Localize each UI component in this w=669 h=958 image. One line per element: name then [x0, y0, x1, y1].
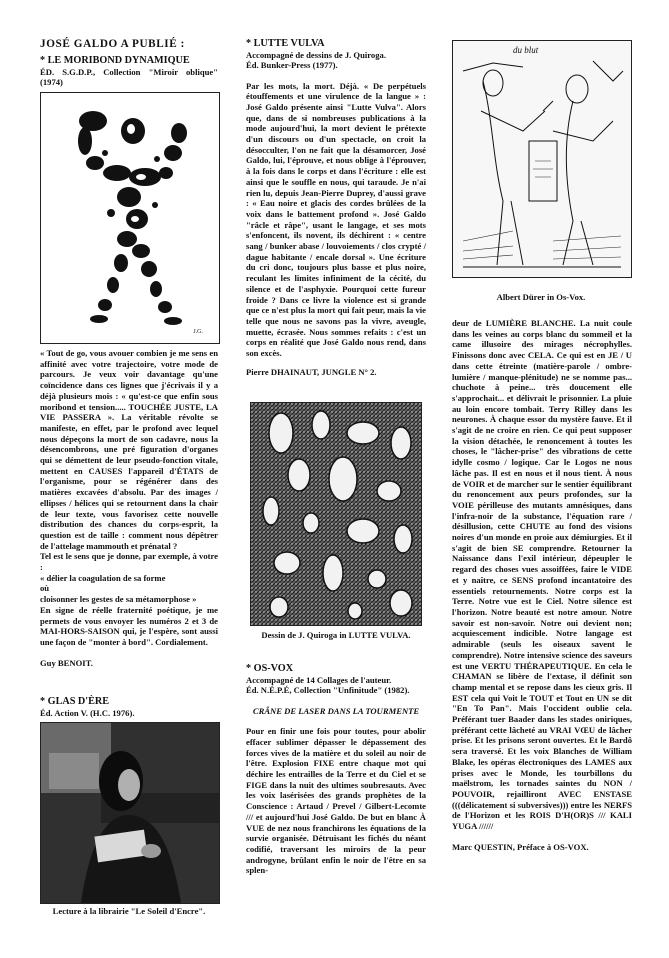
glas-heading: [40, 696, 218, 718]
review-subtitle: CRÂNE DE LASER DANS LA TOURMENTE: [252, 705, 420, 716]
book-edition: Éd. Action V. (H.C. 1976).: [40, 707, 135, 718]
book-edition: Accompagné de dessins de J. Quiroga.: [246, 49, 386, 60]
review-text: deur de LUMIÈRE BLANCHE. La nuit coule dans les veines au corps blanc du sommeil et la came illusoire des mirages nécrophylles. Finissons donc avec CELA. Ce qui est en JE / U dans cette étreinte (matière-parole / ombre-lumière / manque-plénitude) ne se nomme pas... chuchote à peine... très doucement elle s'approchait... et délivrait le prisonnier. La pluie au loin encore tombait. Terry Rilley dans les neurones. À chaque essor du mystère fauve. Et il s'agit de ne croire en rien. Ce qui peut supposer la vision détachée, le renoncement à toutes les choses, le "lâcher-prise" des vibrations de cette idylle cosmo / logique. Car le Logos ne nous lâche pas. Il est en nous et il nous tient. À nous de VOIR et de marcher sur le sentier équilibrant du renoncement aux peurs profondes, sur la VOIE périlleuse des mutants amnésiques, dans l'infra-noir de la substance, l'équation rare / désillusion, cette CHUTE au fond des visions noires d'un monde en proie aux démiurgies. Et il s'agit de bien SE comprendre. Retourner la Naissance dans l'exil intérieur, dépeupler le regard des choses vues assoiffées, faire le VIDE et y naître, ce SENS profond incantatoire des essentiels retournements. Notre corps est la Terre. Notre vue est le Ciel. Notre silence est l'horizon. Notre beauté est notre amour. Notre savoir est non-savoir. Notre oui devient non; acquiescement indicible. Notre langage est admirable (seuls les oiseaux savent le comprendre). Notre intensive science des saveurs est une VERTU THÉRAPEUTIQUE. En cela le CHAMAN se libère de l'extase, il définit son champ mental et se repose dans les cieux gris. Il EST cela qui Voit le TOUT et Tout en UN se dit "En To Pan". Mais l'occident oublie cela. Préférant tuer Baader dans les stades oniriques, préférant cette lâcheté au VRAI VŒU de lâcher prise. Et les prisons seront ouvertes. Et le Bardô sera traversé. Et les voix Blanches de William Blake, les opéras électroniques des LAMES aux prises avec le Monde, les tourbillons du maëlstrom, les tornades saintes du NON / POUVOIR, rejailliront AVEC ENSTASE (((délicatement si subversives))) entre les NERFS de l'Horizon et les ROIS D'H(OR)S /// KALI YUGA //////: [452, 318, 632, 832]
review-text-2: En signe de réelle fraternité poétique, je me permets de vous envoyer les numéros 2 et 3 de MAI-HORS-SAISON qui, je l'espère, sont aussi une façon de "monter à bord". Cordialement.: [40, 604, 218, 647]
review-signature: Marc QUESTIN, Préface à OS-VOX.: [452, 841, 589, 852]
photo-person-reading: [41, 723, 219, 903]
quote-line-3: cloisonner les gestes de sa métamorphose »: [40, 594, 197, 605]
abstract-figure-drawing: [41, 93, 219, 343]
photo-caption: Lecture à la librairie "Le Soleil d'Encre".: [52, 906, 206, 916]
quote-line-1: « délier la coagulation de sa forme: [40, 572, 166, 583]
figure-credit: J.G.: [193, 329, 203, 335]
review-text: Pour en finir une fois pour toutes, pour abolir effacer sublimer dépasser le dépassement des forces vives de la matière et du soleil au noir de l'être. Explosion FIXE entre chaque mot qui déchire les entrailles de la Terre et du Ciel et se FIGE dans la nuit des ultimes soubresauts. Avec les voix lasérisées des grands prophètes de la Conscience : Artaud / Prevel / Gilbert-Lecomte /// et aujourd'hui José Galdo. De but en blanc À VUE de nez nous franchirons les équations de la survie organisée. Détruisant les fichés du néant codifié, traversant les miroirs de la peur androgyne, brûlant enfin le noir de l'être en sa splen-: [246, 726, 426, 876]
figure-moribond-drawing: [40, 92, 220, 344]
column-left: [40, 38, 218, 88]
book-title: * GLAS D'ÈRE: [40, 696, 110, 707]
moribond-review: [40, 348, 218, 668]
book-title: * LE MORIBOND DYNAMIQUE: [40, 55, 190, 66]
book-edition: Accompagné de 14 Collages de l'auteur.: [246, 674, 392, 685]
engraving-caption: Albert Dürer in Os-Vox.: [496, 292, 586, 302]
photo-reading: [40, 722, 220, 904]
quote-line-2: où: [40, 583, 50, 594]
book-edition: ÉD. S.G.D.P., Collection "Miroir oblique" (1974): [40, 66, 218, 87]
column-right: [452, 318, 632, 852]
woodcut-engraving: [453, 41, 631, 277]
page-heading: JOSÉ GALDO A PUBLIÉ :: [40, 38, 186, 50]
review-signature: Pierre DHAINAUT, JUNGLE N° 2.: [246, 366, 377, 377]
book-edition: Éd. N.É.P.É, Collection "Unfinitude" (1982).: [246, 685, 410, 695]
figure-quiroga-drawing: [250, 402, 422, 626]
column-middle: [246, 38, 426, 377]
book-title: * LUTTE VULVA: [246, 38, 325, 49]
book-title: * OS-VOX: [246, 663, 294, 674]
osvox-review: [246, 663, 426, 876]
cellular-texture-drawing: [251, 403, 421, 625]
review-text: « Tout de go, vous avouer combien je me sens en affinité avec votre trajectoire, votre mode de parcours. Je veux voir davantage qu'une coïncidence dans ces lignes que j'écrivais il y a déjà plusieurs mois : « qu'est-ce que enfin sous moribond et tension..... TOUCHÉE JUSTE, LA VIE PASSERA ». La véritable révolte se manifeste, en effet, par le profond avec lequel nous dépeçons la mort de son cadavre, nous la désencombrons, une pré figuration d'organes qui se démettent de leur pseudo-fonction vitale, mettent en CAUSES l'appareil d'ÉTATS de l'organisme, pour se régénérer dans des matières excavées d'absolu. Par des images / ellipses / hélices qui se retournent dans la chair de leur texte, vous favorisez cette nouvelle distribution des chances du corps-esprit, la question est de taille : comment nous dépêtrer de l'attelage mammouth et prénatal ?: [40, 348, 218, 551]
quote-intro: Tel est le sens que je donne, par exemple, à votre :: [40, 551, 218, 573]
review-text: Par les mots, la mort. Déjà. « De perpétuels étouffements et une virulence de la langue » : José Galdo présente ainsi "Lutte Vulva". Alors que, dans de si nombreuses publications à la mode aujourd'hui, la mort devient le prétexte d'un discours ou d'un spectacle, on croit la désocculter, l'on ne fait que la désamorcer, José Galdo, lui, l'éprouve, et nous oblige à l'éprouver, à la fois dans le corps et dans l'écriture : elle est ainsi que le souffle en nous, qui taraude. Je n'ai rien lu, depuis Jean-Pierre Duprey, d'aussi grave : « Eau noire et glacis des cordes brûlées de la voix dans le battement profond ». José Galdo "râcle et râpe", usant le langage, et ses mots s'enfoncent, ils novent, ils déchirent : « centre sang / bunker abase / louvoiements / clos crypté / dague habitante / encale dorsal ». Une écriture du cri donc, toujours plus basse et plus noire, reculant les limites infiniment de la cécité, du silence et de l'asphyxie. Pourquoi cette fureur froide ? Dans ce livre la violence est si grande que ce n'est plus la mort qui fait peur, mais la vie telle que nous ne savons pas la vivre, aveugle, muette, écrasée. Nous sommes refaits : c'est un corps en réalité que José Galdo nous rend, dans son excès.: [246, 80, 426, 359]
figure-title: du blut: [513, 45, 539, 55]
review-signature: Guy BENOIT.: [40, 657, 93, 668]
book-edition: Éd. Bunker-Press (1977).: [246, 60, 338, 70]
drawing-caption: Dessin de J. Quiroga in LUTTE VULVA.: [261, 630, 411, 640]
figure-durer-engraving: [452, 40, 632, 278]
